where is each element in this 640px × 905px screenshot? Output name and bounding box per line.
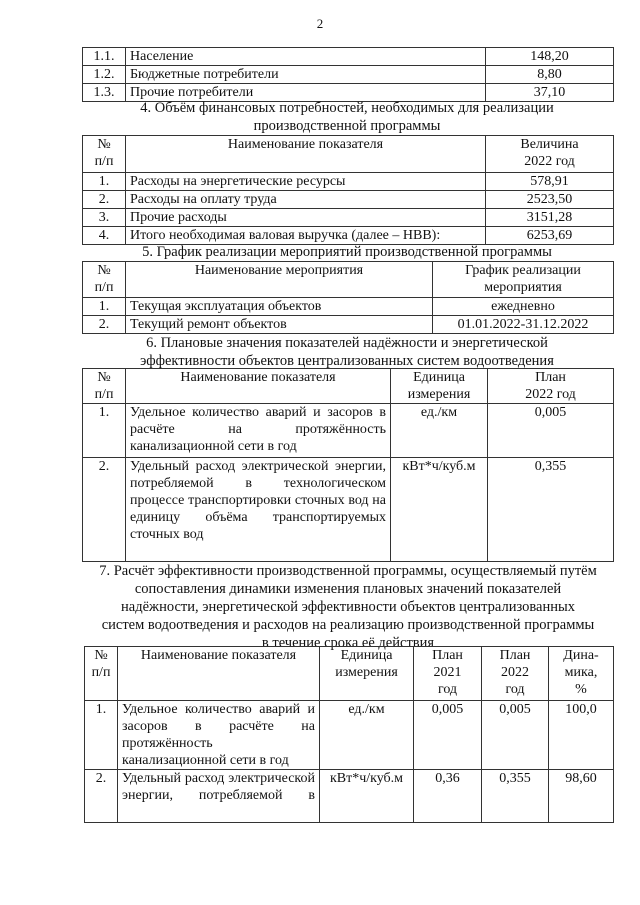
table-header <box>83 369 614 404</box>
table-row <box>83 316 614 334</box>
section7-table <box>84 646 614 823</box>
header-text: 2022 год <box>524 154 575 169</box>
row-name: Прочие расходы <box>126 209 486 227</box>
header-text: План <box>499 648 531 663</box>
row-schedule: ежедневно <box>433 298 614 316</box>
row-number: 1. <box>83 298 126 316</box>
table-row <box>83 66 614 84</box>
section7-title <box>70 562 626 652</box>
header-text: Единица <box>340 648 393 663</box>
header-text: п/п <box>91 665 111 680</box>
header-num <box>85 647 118 701</box>
table-row <box>83 298 614 316</box>
header-text: Дина- <box>563 648 599 663</box>
table-header <box>85 647 614 701</box>
header-text: Единица <box>413 370 465 385</box>
row-dynamics: 98,60 <box>549 770 614 823</box>
row-number: 2. <box>83 191 126 209</box>
row-number: 2. <box>85 770 118 823</box>
title-line: 7. Расчёт эффективности производственной программы, осуществляемый путём <box>99 563 597 579</box>
header-text: Величина <box>520 137 579 152</box>
row-name: Удельное количество аварий и засоров в расчёте на протяжённость канализационной сети в год <box>126 404 391 458</box>
row-name: Удельный расход электрической энергии, потребляемой в <box>118 770 320 823</box>
row-name: Текущий ремонт объектов <box>126 316 433 334</box>
row-number: 1. <box>83 173 126 191</box>
row-plan-2021: 0,005 <box>414 701 482 770</box>
table-row <box>83 227 614 245</box>
row-unit: ед./км <box>320 701 414 770</box>
row-plan: 0,005 <box>488 404 614 458</box>
row-name: Расходы на оплату труда <box>126 191 486 209</box>
row-number: 1.1. <box>83 48 126 66</box>
section4-title <box>82 99 612 135</box>
title-line: надёжности, энергетической эффективности объектов централизованных <box>121 599 575 615</box>
table-row <box>83 404 614 458</box>
row-number: 2. <box>83 458 126 562</box>
row-unit: кВт*ч/куб.м <box>391 458 488 562</box>
table-row <box>85 770 614 823</box>
header-text: п/п <box>94 154 114 169</box>
section5-title: 5. График реализации мероприятий производственной программы <box>142 244 552 260</box>
row-plan-2021: 0,36 <box>414 770 482 823</box>
table-row <box>83 458 614 562</box>
table-row <box>83 209 614 227</box>
title-line: в течение срока её действия <box>261 635 435 651</box>
header-plan <box>488 369 614 404</box>
header-name: Наименование показателя <box>118 647 320 701</box>
header-unit <box>391 369 488 404</box>
section5-table <box>82 261 614 334</box>
row-number: 1. <box>85 701 118 770</box>
row-name: Текущая эксплуатация объектов <box>126 298 433 316</box>
row-name: Итого необходимая валовая выручка (далее – НВВ): <box>126 227 486 245</box>
header-text: % <box>575 682 587 697</box>
section6-title <box>82 334 612 370</box>
header-text: 2022 год <box>525 387 576 402</box>
header-value <box>486 136 614 173</box>
table-header <box>83 262 614 298</box>
row-number: 1.3. <box>83 84 126 102</box>
header-unit <box>320 647 414 701</box>
row-name: Население <box>126 48 486 66</box>
header-num <box>83 262 126 298</box>
header-text: п/п <box>94 387 114 402</box>
header-text: измерения <box>335 665 398 680</box>
row-value: 8,80 <box>486 66 614 84</box>
row-value: 6253,69 <box>486 227 614 245</box>
row-name: Удельное количество аварий и засоров в расчёте на протяжённость канализационной сети в год <box>118 701 320 770</box>
title-line: производственной программы <box>253 118 441 134</box>
header-text: № <box>94 648 108 663</box>
header-text: 2022 <box>501 665 529 680</box>
header-schedule <box>433 262 614 298</box>
header-plan-2022 <box>482 647 549 701</box>
header-dynamics <box>549 647 614 701</box>
row-number: 4. <box>83 227 126 245</box>
row-number: 1.2. <box>83 66 126 84</box>
header-text: График реализации <box>465 263 581 278</box>
header-text: № <box>97 137 111 152</box>
page-number: 2 <box>316 16 324 31</box>
header-text: № <box>97 370 111 385</box>
header-name: Наименование мероприятия <box>126 262 433 298</box>
header-text: п/п <box>94 280 114 295</box>
table-header <box>83 136 614 173</box>
header-name: Наименование показателя <box>126 369 391 404</box>
row-name: Расходы на энергетические ресурсы <box>126 173 486 191</box>
header-text: мика, <box>564 665 598 680</box>
section6-table <box>82 368 614 562</box>
title-line: систем водоотведения и расходов на реализацию производственной программы <box>101 617 595 633</box>
header-text: № <box>97 263 111 278</box>
header-text: мероприятия <box>484 280 562 295</box>
header-text: год <box>505 682 525 697</box>
row-unit: ед./км <box>391 404 488 458</box>
row-number: 1. <box>83 404 126 458</box>
table-row <box>83 191 614 209</box>
title-line: 4. Объём финансовых потребностей, необходимых для реализации <box>140 100 554 116</box>
row-value: 2523,50 <box>486 191 614 209</box>
section4-table <box>82 135 614 245</box>
header-num <box>83 136 126 173</box>
header-name: Наименование показателя <box>126 136 486 173</box>
title-line: сопоставления динамики изменения плановых значений показателей <box>134 581 562 597</box>
row-plan-2022: 0,355 <box>482 770 549 823</box>
row-name: Удельный расход электрической энергии, потребляемой в технологическом процессе транспортировки сточных вод на единицу объёма транспортируемых сточных вод <box>126 458 391 562</box>
row-value: 148,20 <box>486 48 614 66</box>
header-text: 2021 <box>433 665 462 680</box>
row-name: Прочие потребители <box>126 84 486 102</box>
row-plan: 0,355 <box>488 458 614 562</box>
header-num <box>83 369 126 404</box>
header-text: год <box>437 682 458 697</box>
row-unit: кВт*ч/куб.м <box>320 770 414 823</box>
table-row <box>83 173 614 191</box>
table-row <box>85 701 614 770</box>
row-dynamics: 100,0 <box>549 701 614 770</box>
header-text: измерения <box>407 387 471 402</box>
row-number: 3. <box>83 209 126 227</box>
row-value: 578,91 <box>486 173 614 191</box>
row-schedule: 01.01.2022-31.12.2022 <box>433 316 614 334</box>
title-line: 6. Плановые значения показателей надёжности и энергетической <box>146 335 548 351</box>
title-line: эффективности объектов централизованных систем водоотведения <box>140 353 554 369</box>
table-row <box>83 48 614 66</box>
row-name: Бюджетные потребители <box>126 66 486 84</box>
header-plan-2021 <box>414 647 482 701</box>
row-plan-2022: 0,005 <box>482 701 549 770</box>
consumers-table <box>82 47 614 102</box>
header-text: План <box>535 370 566 385</box>
row-value: 3151,28 <box>486 209 614 227</box>
header-text: План <box>432 648 463 663</box>
row-value: 37,10 <box>486 84 614 102</box>
row-number: 2. <box>83 316 126 334</box>
